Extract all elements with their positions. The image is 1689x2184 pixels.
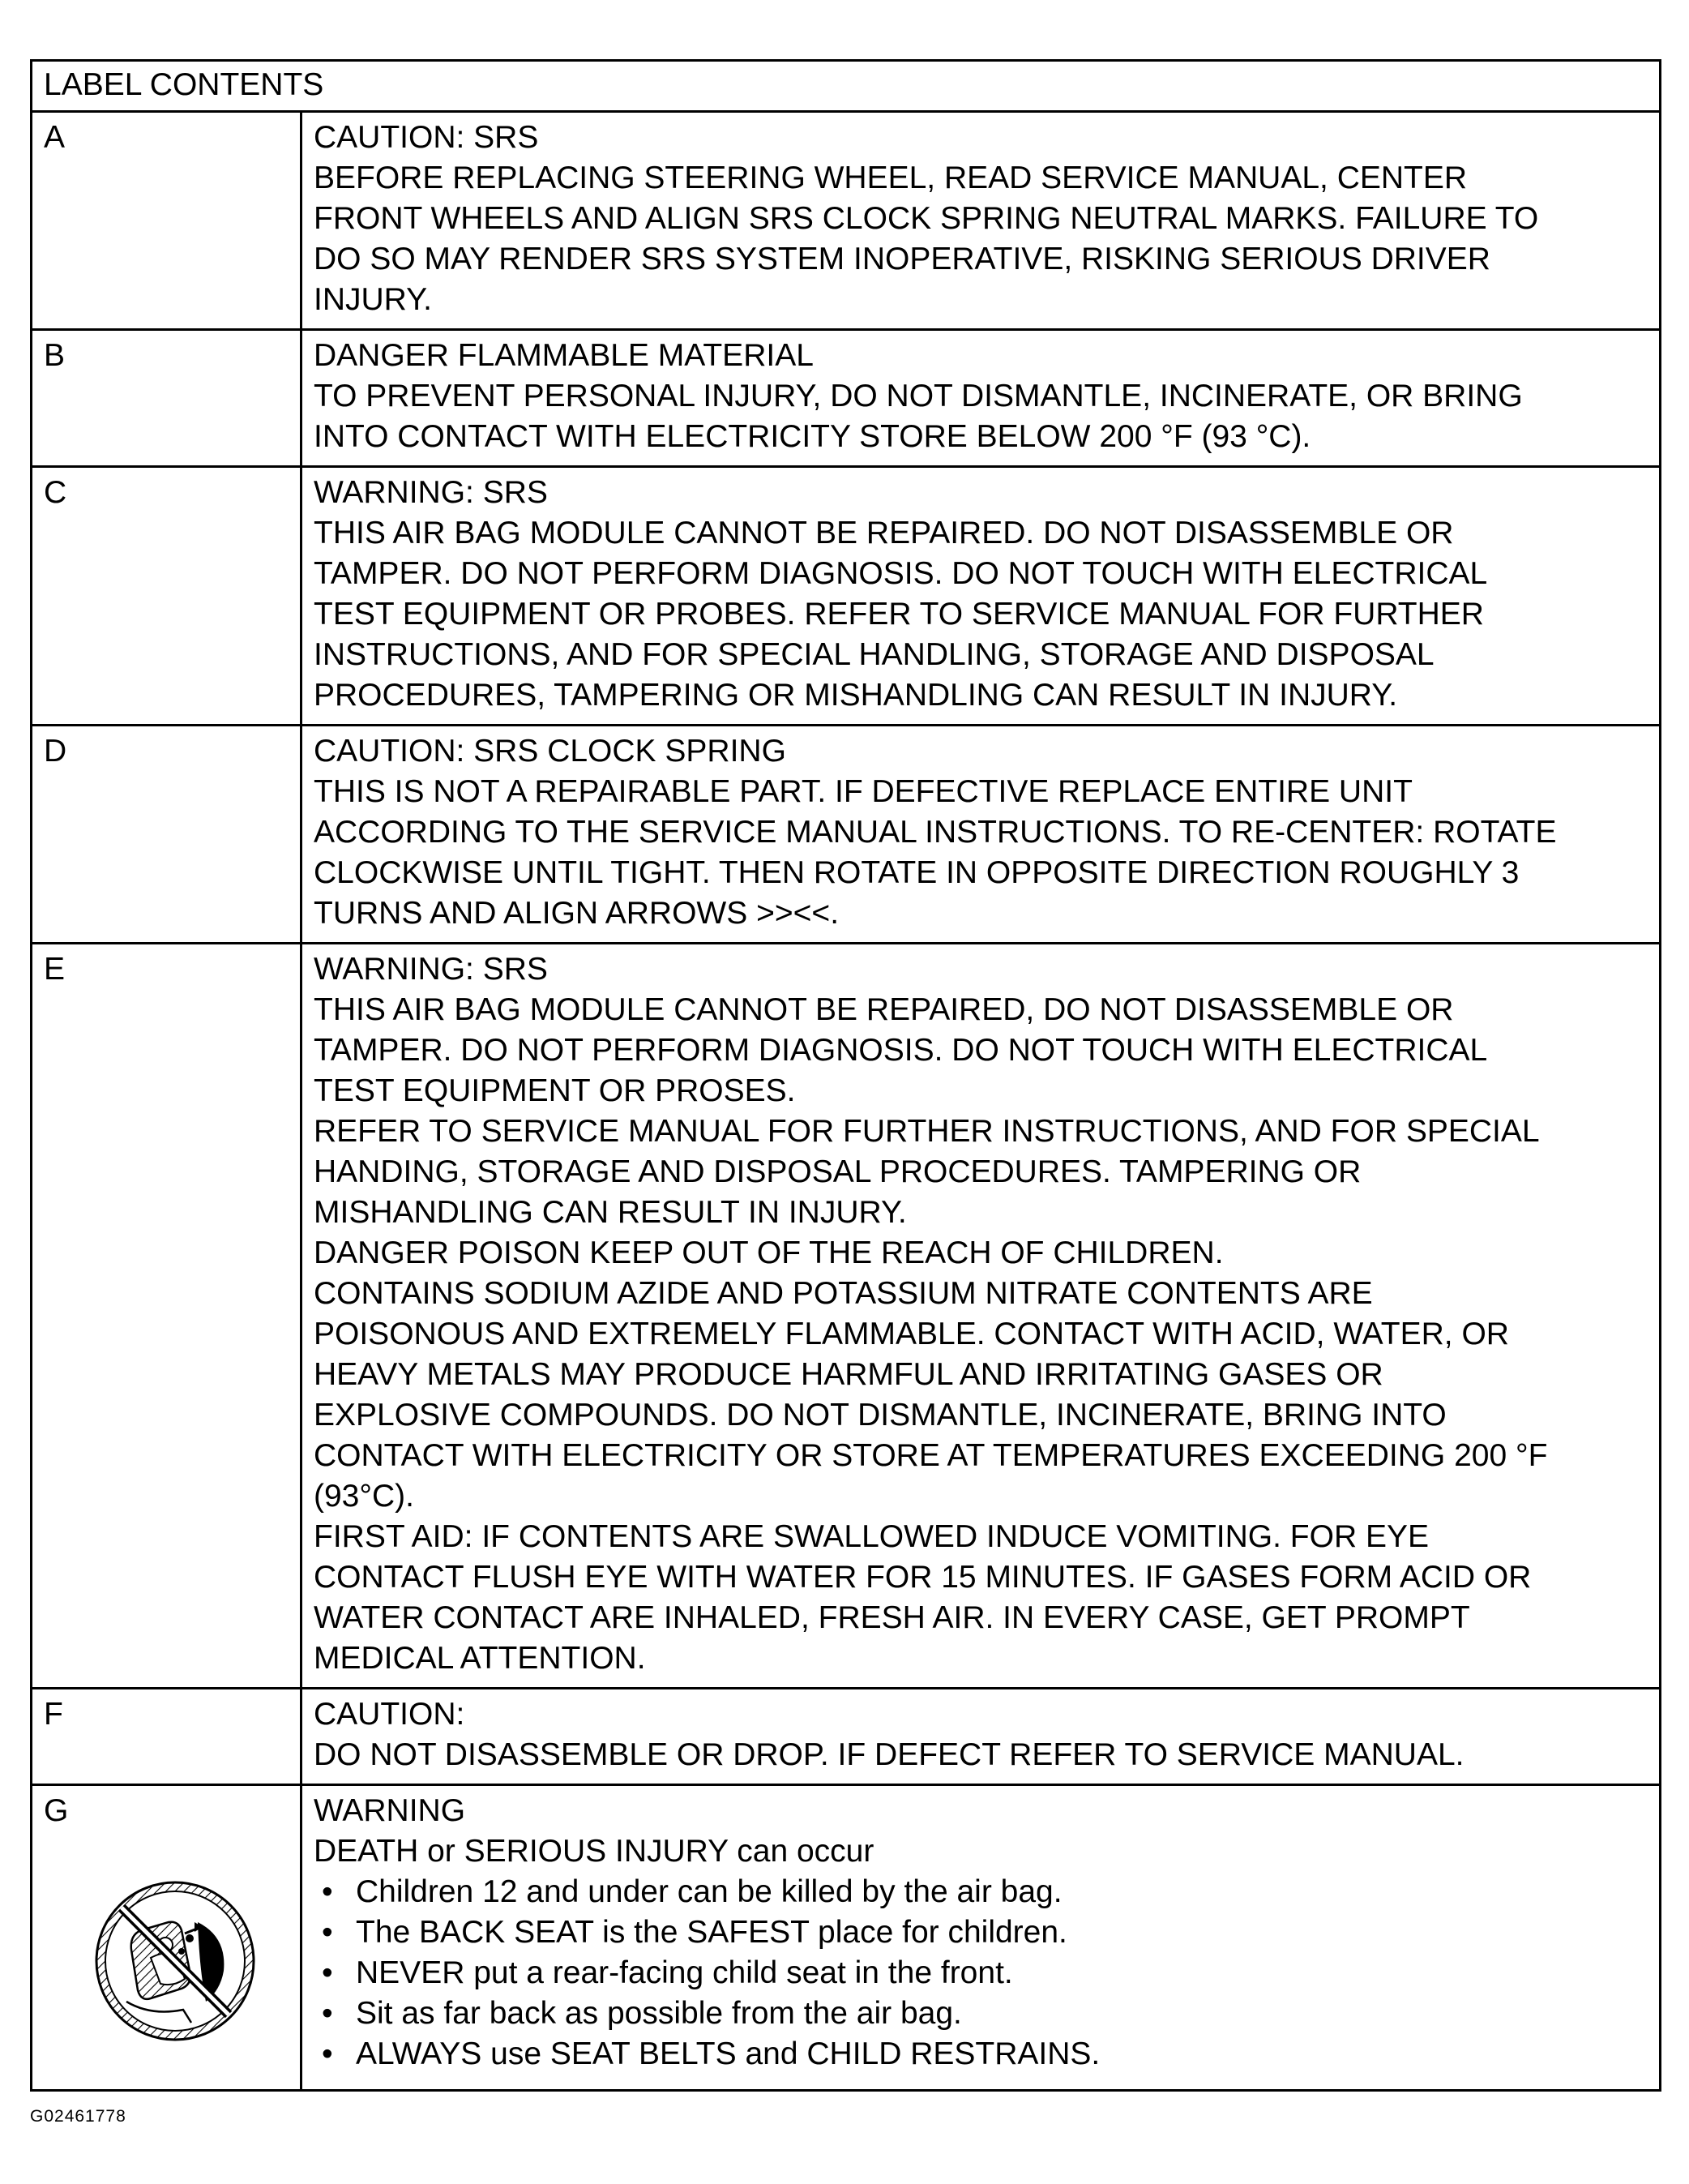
table-row-e — [32, 944, 1661, 1689]
row-text-line: EXPLOSIVE COMPOUNDS. DO NOT DISMANTLE, INCINERATE, BRING INTO — [314, 1398, 1447, 1432]
row-text-line: HANDING, STORAGE AND DISPOSAL PROCEDURES. TAMPERING OR — [314, 1154, 1362, 1189]
row-text-cell — [301, 1785, 1661, 2091]
row-text-line: THIS AIR BAG MODULE CANNOT BE REPAIRED. DO NOT DISASSEMBLE OR — [314, 516, 1454, 550]
row-heading: CAUTION: SRS — [314, 120, 539, 155]
bullet-item: • NEVER put a rear-facing child seat in the front. — [314, 1953, 1648, 1993]
row-heading: WARNING — [314, 1793, 466, 1828]
row-letter-cell — [32, 726, 301, 944]
row-text-line: TAMPER. DO NOT PERFORM DIAGNOSIS. DO NOT TOUCH WITH ELECTRICAL — [314, 556, 1488, 591]
table-header-row — [32, 61, 1661, 112]
row-heading: CAUTION: SRS CLOCK SPRING — [314, 734, 786, 769]
row-letter-cell — [32, 1689, 301, 1785]
row-text-line: DANGER POISON KEEP OUT OF THE REACH OF CHILDREN. — [314, 1235, 1224, 1270]
row-letter-cell — [32, 944, 301, 1689]
row-text-line: INSTRUCTIONS, AND FOR SPECIAL HANDLING, STORAGE AND DISPOSAL — [314, 637, 1435, 672]
row-text-line: DO SO MAY RENDER SRS SYSTEM INOPERATIVE, RISKING SERIOUS DRIVER — [314, 242, 1490, 276]
bullet-item: • Children 12 and under can be killed by the air bag. — [314, 1872, 1648, 1912]
warning-bullet-list — [314, 1872, 1648, 2075]
row-text-line: CONTACT WITH ELECTRICITY OR STORE AT TEMPERATURES EXCEEDING 200 °F — [314, 1438, 1548, 1473]
row-text-line: CLOCKWISE UNTIL TIGHT. THEN ROTATE IN OPPOSITE DIRECTION ROUGHLY 3 — [314, 855, 1520, 890]
row-letter-cell — [32, 467, 301, 726]
row-letter: B — [44, 338, 66, 373]
row-letter: F — [44, 1697, 63, 1732]
bullet-item: • ALWAYS use SEAT BELTS and CHILD RESTRAINS. — [314, 2034, 1648, 2075]
row-heading: CAUTION: — [314, 1697, 465, 1732]
row-text-line: TEST EQUIPMENT OR PROBES. REFER TO SERVICE MANUAL FOR FURTHER — [314, 597, 1484, 632]
table-row-d — [32, 726, 1661, 944]
row-heading: DANGER FLAMMABLE MATERIAL — [314, 338, 814, 373]
row-text-line: CONTAINS SODIUM AZIDE AND POTASSIUM NITRATE CONTENTS ARE — [314, 1276, 1373, 1311]
row-text-line: MISHANDLING CAN RESULT IN INJURY. — [314, 1195, 907, 1230]
label-rows — [32, 112, 1661, 2091]
row-letter: G — [44, 1793, 69, 1828]
row-text-line: FIRST AID: IF CONTENTS ARE SWALLOWED INDUCE VOMITING. FOR EYE — [314, 1519, 1429, 1554]
row-text-cell — [301, 467, 1661, 726]
row-text-cell — [301, 726, 1661, 944]
row-text-line: TO PREVENT PERSONAL INJURY, DO NOT DISMANTLE, INCINERATE, OR BRING — [314, 379, 1523, 413]
row-letter-cell — [32, 112, 301, 330]
row-letter: C — [44, 475, 67, 510]
table-header: LABEL CONTENTS — [32, 61, 1661, 112]
table-row-g — [32, 1785, 1661, 2091]
row-text-line: THIS IS NOT A REPAIRABLE PART. IF DEFECTIVE REPLACE ENTIRE UNIT — [314, 774, 1413, 809]
label-contents-table — [30, 59, 1661, 2092]
row-text-line: INJURY. — [314, 282, 432, 317]
row-letter-cell — [32, 1785, 301, 2091]
row-text-line: POISONOUS AND EXTREMELY FLAMMABLE. CONTACT WITH ACID, WATER, OR — [314, 1317, 1509, 1351]
bullet-item: • The BACK SEAT is the SAFEST place for children. — [314, 1912, 1648, 1953]
row-text-cell — [301, 330, 1661, 467]
row-text-line: THIS AIR BAG MODULE CANNOT BE REPAIRED, DO NOT DISASSEMBLE OR — [314, 992, 1454, 1027]
table-row-f — [32, 1689, 1661, 1785]
row-text-line: ACCORDING TO THE SERVICE MANUAL INSTRUCTIONS. TO RE-CENTER: ROTATE — [314, 815, 1557, 850]
row-text-line: HEAVY METALS MAY PRODUCE HARMFUL AND IRRITATING GASES OR — [314, 1357, 1383, 1392]
row-text-line: DO NOT DISASSEMBLE OR DROP. IF DEFECT REFER TO SERVICE MANUAL. — [314, 1737, 1465, 1772]
row-text-line: MEDICAL ATTENTION. — [314, 1641, 646, 1676]
row-letter: D — [44, 734, 67, 769]
row-text-line: TAMPER. DO NOT PERFORM DIAGNOSIS. DO NOT TOUCH WITH ELECTRICAL — [314, 1033, 1488, 1068]
table-row-b — [32, 330, 1661, 467]
row-text-line: BEFORE REPLACING STEERING WHEEL, READ SERVICE MANUAL, CENTER — [314, 161, 1468, 195]
row-text-cell — [301, 944, 1661, 1689]
row-letter-cell — [32, 330, 301, 467]
table-row-a — [32, 112, 1661, 330]
bullet-item: • Sit as far back as possible from the air bag. — [314, 1993, 1648, 2034]
row-text-cell — [301, 112, 1661, 330]
row-text-line: (93°C). — [314, 1479, 414, 1514]
row-letter: A — [44, 120, 66, 155]
row-text-line: TURNS AND ALIGN ARROWS >><<. — [314, 896, 840, 931]
row-subheading: DEATH or SERIOUS INJURY can occur — [314, 1834, 874, 1869]
table-row-c — [32, 467, 1661, 726]
row-text-cell — [301, 1689, 1661, 1785]
row-text-line: TEST EQUIPMENT OR PROSES. — [314, 1073, 796, 1108]
row-text-line: PROCEDURES, TAMPERING OR MISHANDLING CAN RESULT IN INJURY. — [314, 678, 1398, 713]
figure-code: G02461778 — [30, 2107, 126, 2126]
row-heading: WARNING: SRS — [314, 952, 548, 987]
row-text-line: INTO CONTACT WITH ELECTRICITY STORE BELOW 200 °F (93 °C). — [314, 419, 1311, 454]
row-letter: E — [44, 952, 66, 987]
no-rear-facing-child-seat-icon — [94, 1880, 256, 2042]
row-text-line: WATER CONTACT ARE INHALED, FRESH AIR. IN EVERY CASE, GET PROMPT — [314, 1600, 1470, 1635]
row-text-line: CONTACT FLUSH EYE WITH WATER FOR 15 MINUTES. IF GASES FORM ACID OR — [314, 1560, 1532, 1595]
row-text-line: REFER TO SERVICE MANUAL FOR FURTHER INSTRUCTIONS, AND FOR SPECIAL — [314, 1114, 1540, 1149]
row-heading: WARNING: SRS — [314, 475, 548, 510]
row-text-line: FRONT WHEELS AND ALIGN SRS CLOCK SPRING NEUTRAL MARKS. FAILURE TO — [314, 201, 1539, 236]
